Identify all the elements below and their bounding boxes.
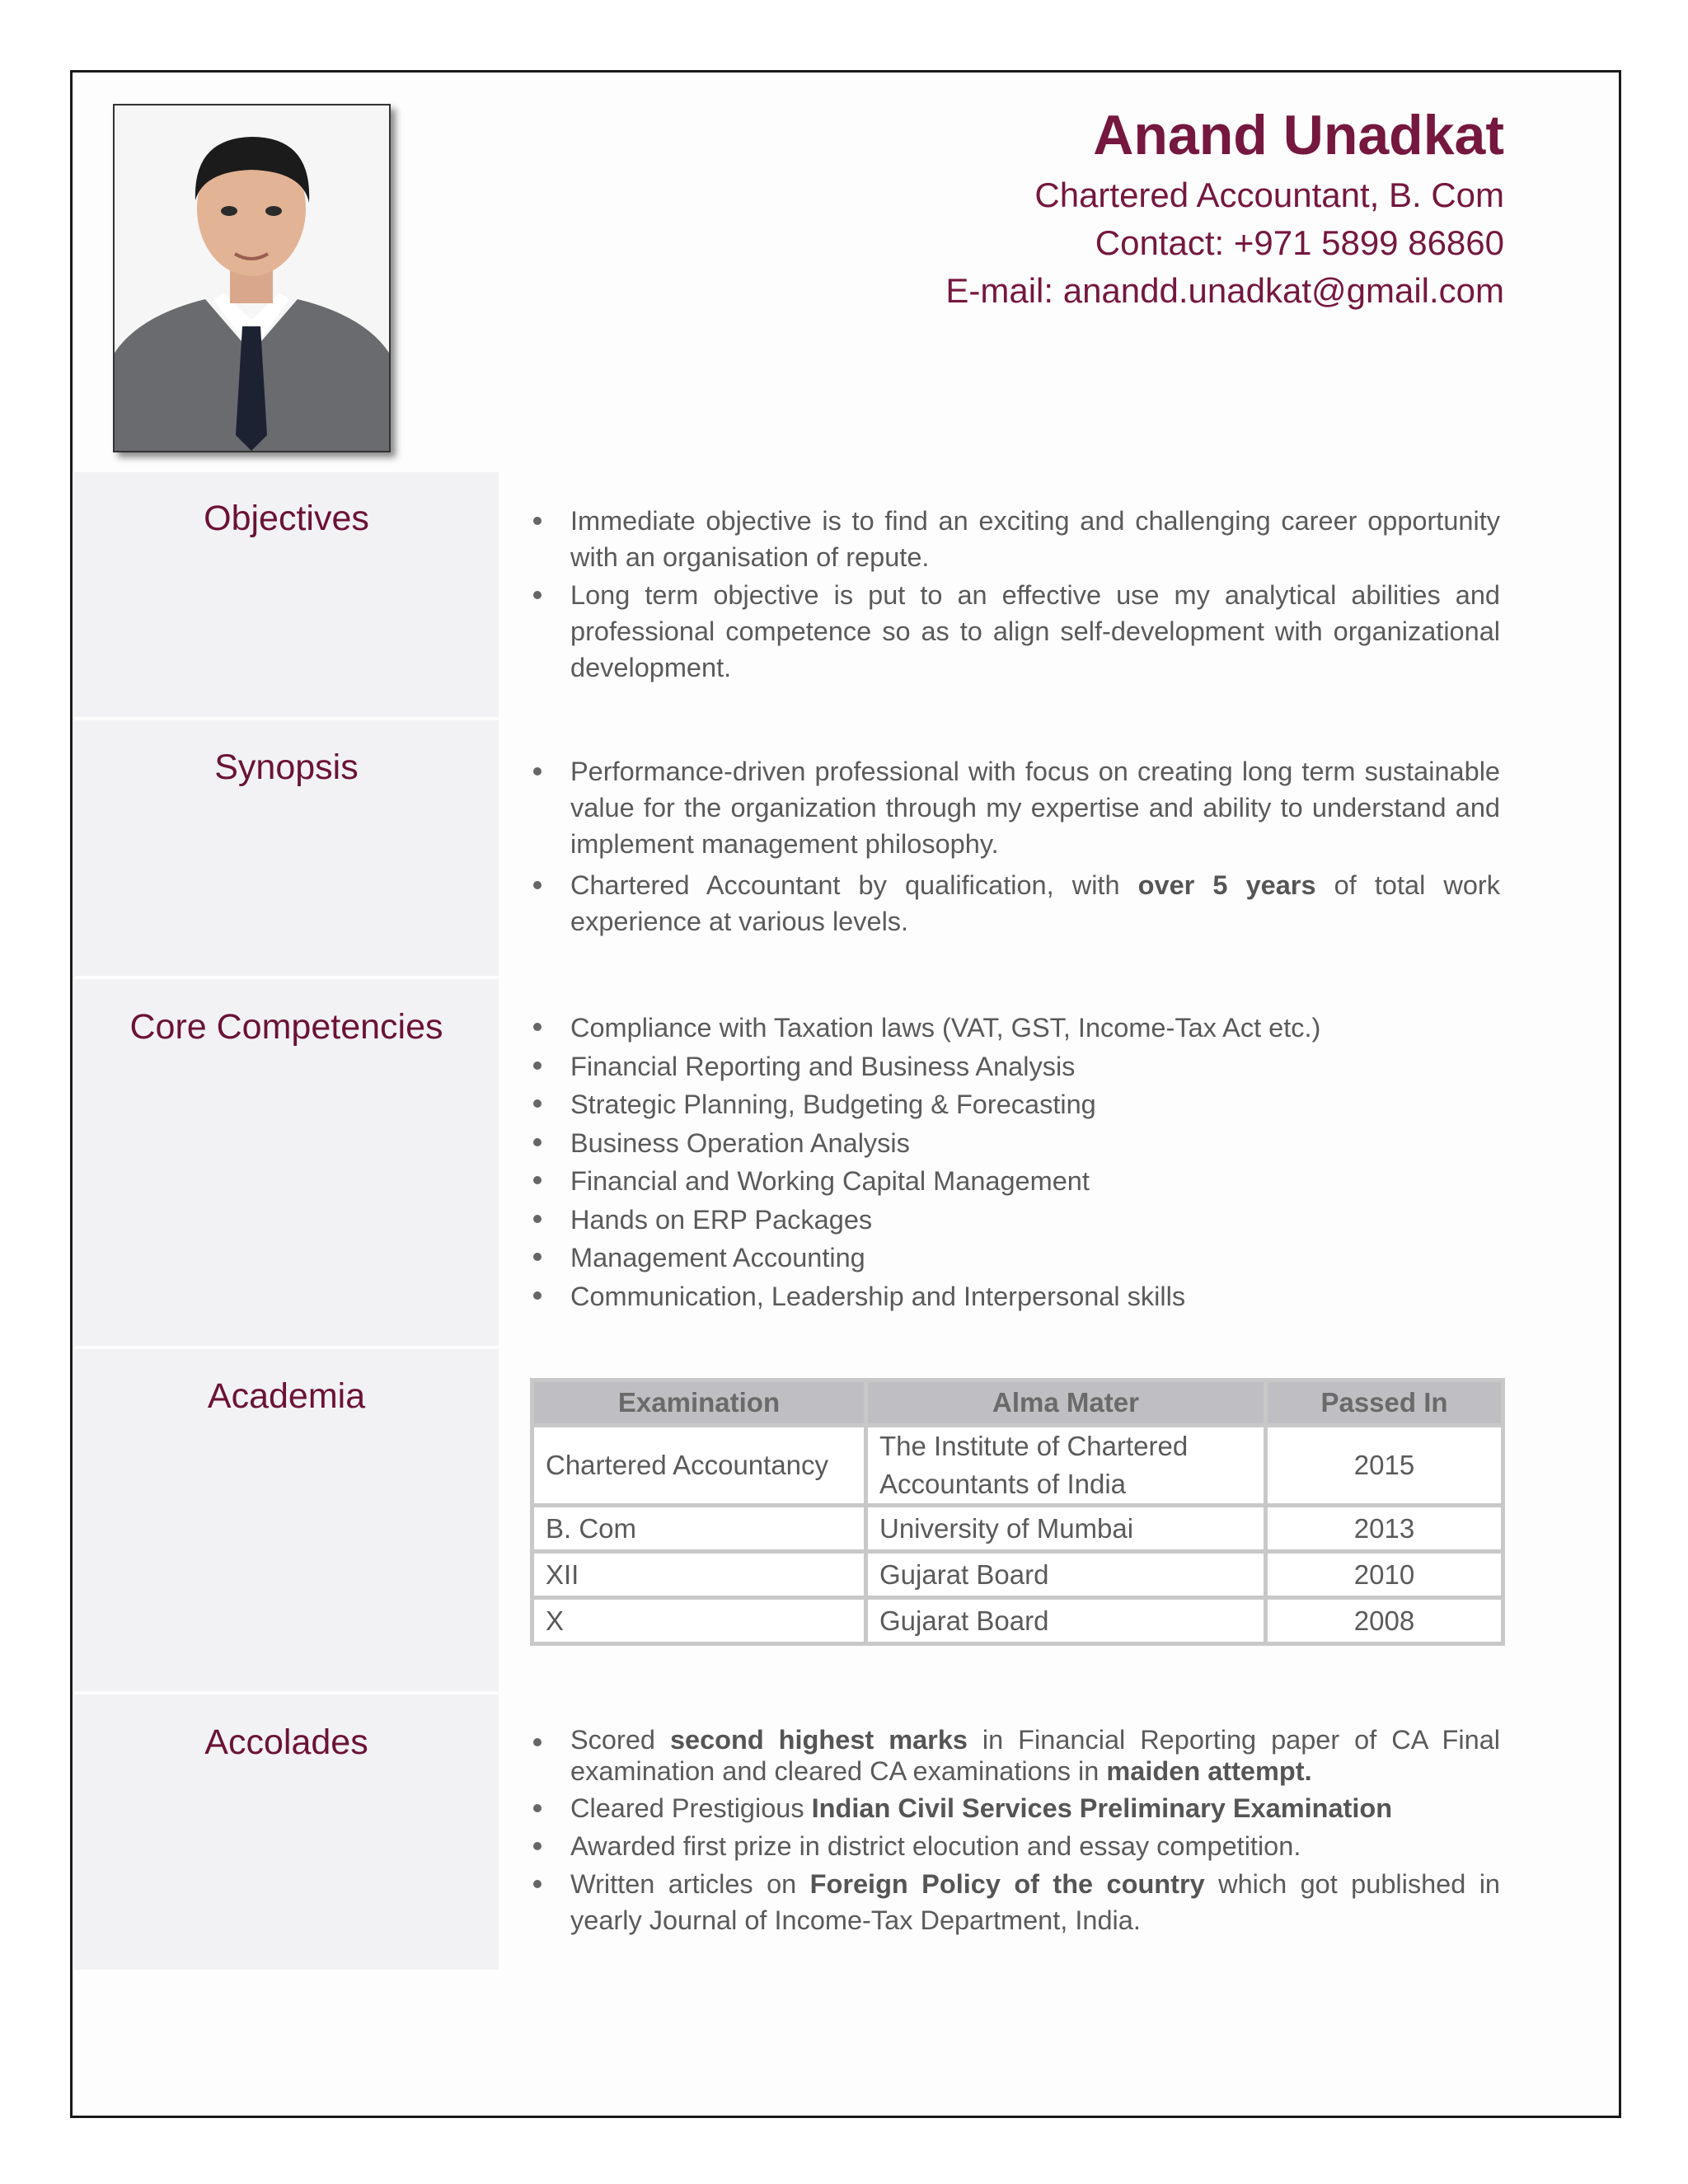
list-item: Financial and Working Capital Management [528,1162,1500,1201]
accolades-heading: Accolades [204,1722,368,1762]
table-cell: Chartered Accountancy [534,1427,864,1503]
list-item: Communication, Leadership and Interpersonal skills [528,1277,1500,1316]
objectives-heading: Objectives [204,499,369,538]
portrait-image [115,105,389,451]
academia-table [530,1378,1505,1646]
profile-photo [113,104,391,452]
contact-email[interactable]: E-mail: anandd.unadkat@gmail.com [945,271,1504,310]
list-item: Awarded first prize in district elocution and essay competition. [528,1828,1500,1864]
column-header: Passed In [1268,1382,1501,1423]
header [945,99,1504,315]
table-row [534,1427,1501,1503]
bold-text: over 5 years [1137,870,1316,900]
list-item: Compliance with Taxation laws (VAT, GST, Income-Tax Act etc.) [528,1009,1500,1047]
table-cell: 2015 [1268,1427,1501,1503]
list-item: Strategic Planning, Budgeting & Forecasting [528,1085,1500,1124]
table-cell: The Institute of Chartered Accountants of India [868,1427,1264,1503]
candidate-name: Anand Unadkat [1093,104,1504,166]
candidate-title: Chartered Accountant, B. Com [1034,176,1504,214]
table-cell: 2013 [1268,1507,1501,1549]
list-item [528,1790,1500,1826]
table-cell: X [534,1600,864,1642]
competencies-heading: Core Competencies [129,1007,443,1047]
table-row [534,1600,1501,1642]
table-cell: XII [534,1554,864,1596]
text: Chartered Accountant by qualification, with [570,870,1138,900]
academia-heading: Academia [207,1376,366,1416]
column-header: Alma Mater [868,1382,1264,1423]
text: Scored [570,1725,670,1755]
text: which got published in yearly Journal of Income-Tax Department, India. [570,1869,1501,1935]
table-cell: Gujarat Board [868,1600,1264,1642]
table-cell: 2008 [1268,1600,1501,1642]
bold-text: Foreign Policy of the country [809,1869,1205,1899]
table-cell: Gujarat Board [868,1554,1264,1596]
bold-text: maiden attempt. [1106,1756,1312,1786]
text: of total work experience at various levels. [570,870,1501,936]
list-item: Hands on ERP Packages [528,1201,1500,1240]
list-item: Immediate objective is to find an exciting and challenging career opportunity with an organisation of repute. [528,503,1500,575]
synopsis-heading: Synopsis [214,748,359,787]
column-header: Examination [534,1382,864,1423]
text: in Financial Reporting paper of CA Final examination and cleared CA examinations in [570,1725,1500,1786]
objectives-list [528,503,1500,686]
contact-phone: Contact: +971 5899 86860 [1095,223,1504,262]
list-item: Management Accounting [528,1239,1500,1277]
table-row [534,1507,1501,1549]
list-item: Long term objective is put to an effective use my analytical abilities and professional competence so as to align self-development with organizational development. [528,577,1500,686]
text: Written articles on [570,1869,810,1899]
text: Cleared Prestigious [570,1793,812,1823]
table-cell: 2010 [1268,1554,1501,1596]
list-item [528,1866,1500,1938]
table-row [534,1554,1501,1596]
list-item: Business Operation Analysis [528,1124,1500,1163]
accolades-list [528,1724,1500,1938]
synopsis-list [528,753,1500,940]
list-item [528,867,1500,940]
bold-text: Indian Civil Services Preliminary Examination [811,1793,1393,1823]
list-item: Performance-driven professional with focus on creating long term sustainable value for the organization through my expertise and ability to understand and implement management philosophy. [528,753,1500,862]
list-item: Financial Reporting and Business Analysis [528,1047,1500,1086]
table-cell: B. Com [534,1507,864,1549]
list-item [528,1724,1500,1787]
bold-text: second highest marks [669,1725,968,1755]
table-header-row [534,1382,1501,1423]
competencies-list [528,1009,1500,1315]
table-cell: University of Mumbai [868,1507,1264,1549]
